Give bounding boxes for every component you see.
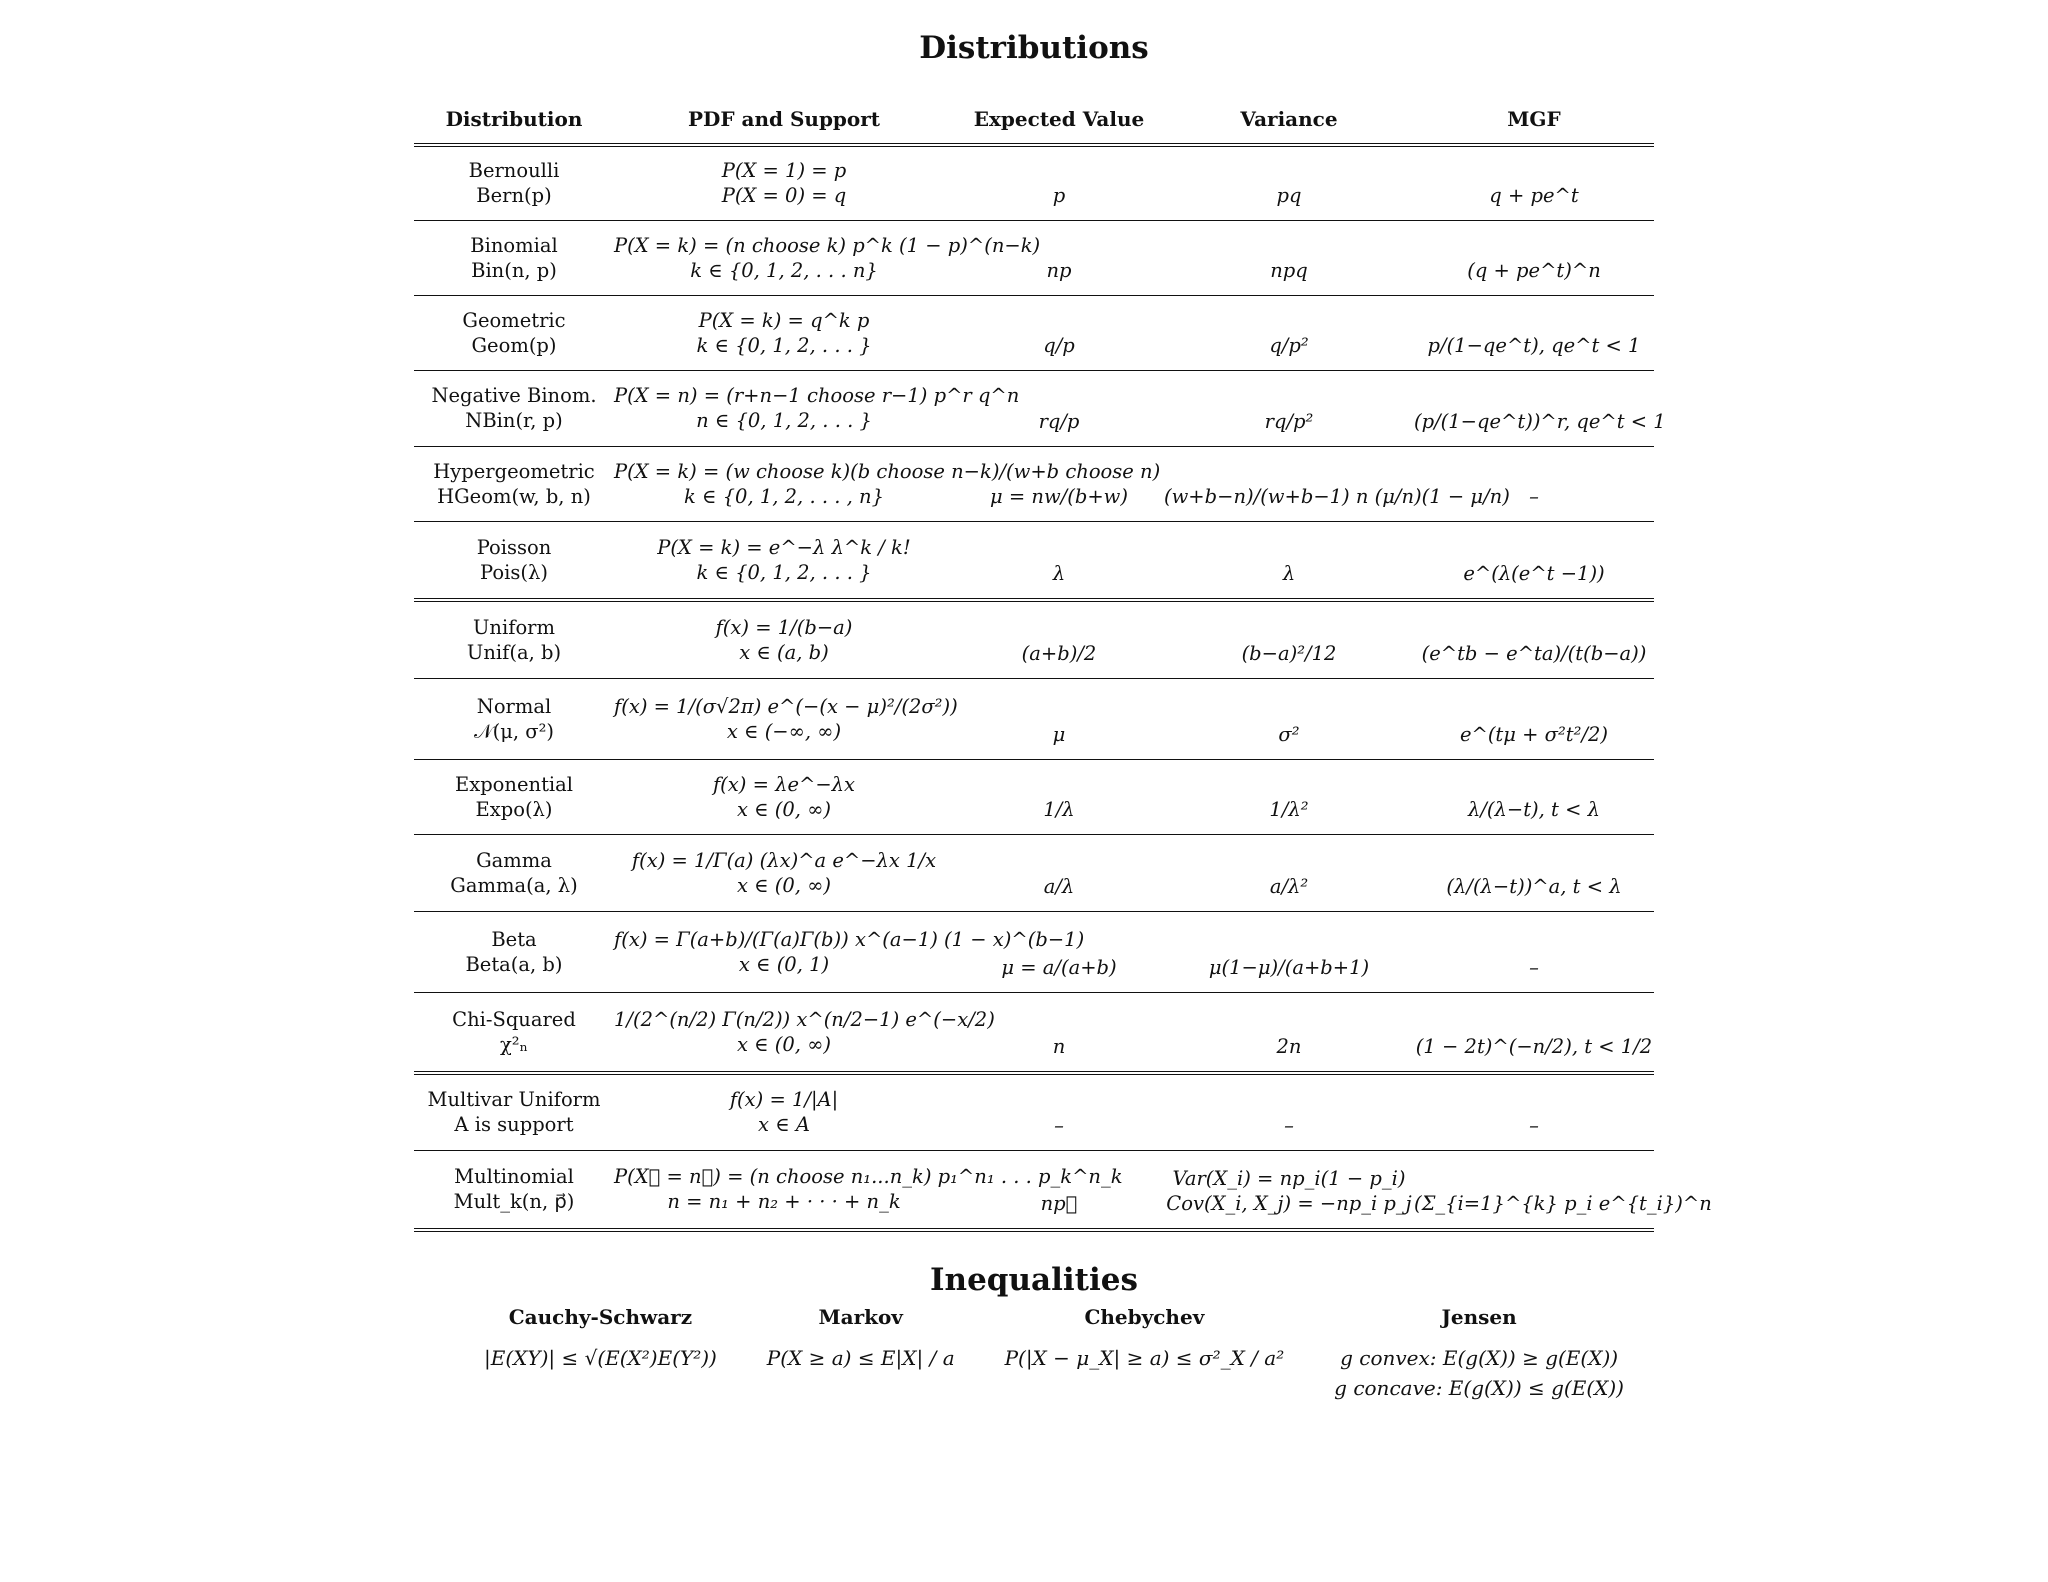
expected-value-cell: [954, 220, 1164, 295]
inequality-expression: g convex: E(g(X)) ≥ g(E(X)): [1340, 1346, 1619, 1370]
inequality-name: Cauchy-Schwarz: [508, 1305, 693, 1329]
pdf-formula: 1/(2^(n/2) Γ(n/2)) x^(n/2−1) e^(−x/2): [614, 1007, 995, 1031]
expected-value-cell: [954, 1150, 1164, 1230]
distribution-notation: Bin(n, p): [471, 258, 557, 282]
expected-value: μ = nw/(b+w): [990, 484, 1128, 508]
distribution-notation: Geom(p): [471, 333, 557, 357]
mgf-value: –: [1529, 1113, 1539, 1137]
distribution-cell: [414, 370, 614, 446]
distribution-notation: Expo(λ): [475, 797, 553, 821]
variance-cell: [1164, 1150, 1414, 1230]
inequality-item: [1334, 1305, 1624, 1403]
inequalities-row: [484, 1305, 1624, 1403]
variance-value: 1/λ²: [1269, 797, 1309, 821]
distribution-cell: [414, 145, 614, 220]
pdf-cell: [614, 1073, 954, 1150]
mgf-cell: [1414, 834, 1654, 911]
distribution-cell: [414, 992, 614, 1073]
pdf-cell: [614, 370, 1020, 446]
mgf-value: (e^tb − e^ta)/(t(b−a)): [1421, 641, 1647, 665]
inequality-name: Jensen: [1441, 1305, 1517, 1329]
distribution-name: Uniform: [473, 615, 555, 639]
variance-value: Var(X_i) = np_i(1 − p_i): [1172, 1167, 1406, 1190]
expected-value: λ: [1052, 562, 1066, 585]
variance-cell: [1164, 220, 1414, 295]
distribution-cell: [414, 759, 614, 834]
pdf-cell: [614, 678, 958, 759]
inequality-item: [484, 1305, 717, 1403]
support-formula: n = n₁ + n₂ + · · · + n_k: [667, 1190, 901, 1214]
mgf-cell: [1414, 759, 1654, 834]
distribution-name: Multinomial: [454, 1165, 574, 1189]
expected-value-cell: [954, 1073, 1164, 1150]
support-formula: x ∈ (a, b): [739, 640, 829, 664]
expected-value-cell: [954, 600, 1164, 678]
distribution-name: Exponential: [454, 772, 574, 796]
distribution-notation: χ²ₙ: [499, 1032, 529, 1056]
header-expected-value: Expected Value: [973, 107, 1145, 131]
variance-value: 2n: [1276, 1035, 1302, 1058]
pdf-cell: [614, 600, 954, 678]
covariance-value: Cov(X_i, X_j) = −np_i p_j: [1166, 1192, 1412, 1215]
expected-value: np⃗: [1040, 1192, 1078, 1215]
mgf-value: (1 − 2t)^(−n/2), t < 1/2: [1415, 1035, 1653, 1058]
mgf-cell: [1414, 145, 1654, 220]
distribution-notation: Beta(a, b): [465, 952, 563, 976]
support-formula: n ∈ {0, 1, 2, . . . }: [696, 409, 872, 432]
mgf-value: (p/(1−qe^t))^r, qe^t < 1: [1414, 409, 1666, 433]
mgf-cell: [1414, 992, 1654, 1073]
distribution-notation: 𝒩(μ, σ²): [473, 719, 555, 743]
table-row: [414, 600, 1654, 678]
pdf-cell: [614, 295, 954, 370]
distributions-table: [414, 95, 1712, 1232]
expected-value: a/λ: [1043, 874, 1075, 898]
distribution-name: Multivar Uniform: [427, 1088, 601, 1112]
variance-cell: [1164, 759, 1414, 834]
support-formula: x ∈ (0, 1): [738, 952, 830, 976]
mgf-value: λ/(λ−t), t < λ: [1467, 797, 1600, 821]
table-row: [414, 834, 1654, 911]
pdf-cell: [614, 992, 995, 1073]
expected-value-cell: [954, 521, 1164, 600]
mgf-value: (Σ_{i=1}^{k} p_i e^{t_i})^n: [1414, 1192, 1712, 1215]
distribution-notation: A is support: [454, 1113, 574, 1137]
table-header-row: [414, 95, 1654, 145]
variance-value: pq: [1276, 183, 1302, 207]
distribution-name: Binomial: [470, 233, 558, 257]
page-title: Distributions: [919, 30, 1149, 66]
distribution-notation: NBin(r, p): [465, 409, 563, 432]
variance-cell: [1164, 678, 1414, 759]
mgf-cell: [1414, 678, 1654, 759]
table-row: [414, 446, 1654, 521]
variance-cell: [1164, 600, 1414, 678]
support-formula: x ∈ (0, ∞): [736, 797, 832, 821]
expected-value: np: [1046, 258, 1072, 282]
pdf-formula: f(x) = Γ(a+b)/(Γ(a)Γ(b)) x^(a−1) (1 − x)^(b−1): [614, 927, 1085, 951]
distribution-notation: Pois(λ): [480, 560, 548, 584]
variance-cell: [1164, 834, 1414, 911]
variance-value: μ(1−μ)/(a+b+1): [1208, 955, 1370, 979]
expected-value: p: [1052, 183, 1066, 207]
variance-value: npq: [1270, 258, 1308, 282]
table-row: [414, 992, 1654, 1073]
distribution-cell: [414, 446, 614, 521]
expected-value: μ = a/(a+b): [1001, 955, 1117, 979]
inequality-item: [767, 1305, 955, 1403]
variance-value: q/p²: [1269, 333, 1309, 357]
mgf-cell: [1414, 1073, 1654, 1150]
variance-cell: [1164, 521, 1414, 600]
variance-cell: [1164, 370, 1414, 446]
pdf-formula: P(X = n) = (r+n−1 choose r−1) p^r q^n: [614, 384, 1020, 407]
table-row: [414, 370, 1654, 446]
mgf-value: –: [1529, 484, 1539, 508]
support-formula: x ∈ A: [758, 1113, 810, 1137]
expected-value-cell: [954, 911, 1164, 992]
expected-value: –: [1054, 1113, 1064, 1137]
distribution-name: Normal: [476, 694, 552, 718]
expected-value-cell: [954, 370, 1164, 446]
table-body: [414, 145, 1712, 1230]
table-row: [414, 521, 1654, 600]
distribution-cell: [414, 220, 614, 295]
variance-cell: [1164, 911, 1414, 992]
variance-cell: [1164, 295, 1414, 370]
support-formula: k ∈ {0, 1, 2, . . . , n}: [683, 484, 885, 508]
inequality-expression: |E(XY)| ≤ √(E(X²)E(Y²)): [484, 1346, 717, 1370]
distribution-notation: Unif(a, b): [466, 640, 562, 664]
mgf-value: e^(tμ + σ²t²/2): [1459, 722, 1609, 746]
pdf-formula: f(x) = 1/(b−a): [715, 615, 853, 639]
mgf-cell: [1414, 295, 1654, 370]
distribution-cell: [414, 678, 614, 759]
variance-cell: [1164, 1073, 1414, 1150]
distribution-name: Chi-Squared: [452, 1007, 576, 1031]
mgf-cell: [1414, 1150, 1712, 1230]
inequality-expression: P(X ≥ a) ≤ E|X| / a: [766, 1346, 955, 1370]
mgf-cell: [1414, 911, 1654, 992]
distribution-name: Negative Binom.: [431, 384, 597, 407]
distribution-name: Beta: [491, 927, 537, 951]
inequalities-title: Inequalities: [930, 1262, 1138, 1298]
mgf-cell: [1414, 446, 1654, 521]
table-row: [414, 295, 1654, 370]
inequality-name: Markov: [818, 1305, 903, 1329]
pdf-formula: P(X = k) = (n choose k) p^k (1 − p)^(n−k): [614, 233, 1041, 257]
distribution-cell: [414, 911, 614, 992]
variance-value: rq/p²: [1264, 409, 1314, 433]
support-formula: x ∈ (−∞, ∞): [726, 719, 842, 743]
distribution-name: Hypergeometric: [433, 459, 595, 483]
mgf-value: –: [1529, 955, 1539, 979]
table-row: [414, 759, 1654, 834]
pdf-formula: f(x) = 1/Γ(a) (λx)^a e^−λx 1/x: [631, 848, 937, 872]
expected-value-cell: [954, 295, 1164, 370]
expected-value-cell: [954, 145, 1164, 220]
header-distribution: Distribution: [445, 107, 583, 131]
mgf-value: (q + pe^t)^n: [1467, 258, 1601, 282]
variance-cell: [1164, 446, 1510, 521]
expected-value-cell: [954, 759, 1164, 834]
pdf-cell: [614, 759, 954, 834]
support-formula: k ∈ {0, 1, 2, . . . }: [696, 333, 872, 357]
expected-value-cell: [954, 992, 1164, 1073]
variance-value: σ²: [1278, 722, 1300, 746]
support-formula: P(X = 0) = q: [721, 184, 847, 208]
distribution-notation: Mult_k(n, p⃗): [453, 1190, 575, 1214]
variance-cell: [1164, 992, 1414, 1073]
table-row: [414, 678, 1654, 759]
pdf-formula: f(x) = 1/(σ√2π) e^(−(x − μ)²/(2σ²)): [614, 694, 958, 718]
distribution-name: Gamma: [476, 848, 552, 872]
mgf-value: (λ/(λ−t))^a, t < λ: [1446, 874, 1622, 898]
distribution-cell: [414, 1073, 614, 1150]
expected-value: (a+b)/2: [1021, 641, 1097, 665]
pdf-cell: [614, 145, 954, 220]
distribution-cell: [414, 521, 614, 600]
expected-value: q/p: [1043, 333, 1075, 357]
pdf-formula: P(X = k) = e^−λ λ^k / k!: [657, 535, 911, 559]
header-pdf-support: PDF and Support: [687, 107, 881, 131]
support-formula: x ∈ (0, ∞): [736, 1032, 832, 1056]
expected-value: n: [1052, 1035, 1066, 1058]
variance-value: (w+b−n)/(w+b−1) n (μ/n)(1 − μ/n): [1164, 484, 1510, 508]
pdf-formula: P(X = k) = (w choose k)(b choose n−k)/(w+b choose n): [614, 459, 1161, 483]
expected-value-cell: [954, 446, 1164, 521]
support-formula: k ∈ {0, 1, 2, . . . n}: [690, 258, 878, 282]
variance-cell: [1164, 145, 1414, 220]
distribution-notation: Bern(p): [476, 184, 552, 208]
mgf-cell: [1414, 600, 1654, 678]
pdf-cell: [614, 220, 1041, 295]
distribution-cell: [414, 1150, 614, 1230]
mgf-value: q + pe^t: [1489, 183, 1579, 207]
support-formula: k ∈ {0, 1, 2, . . . }: [696, 560, 872, 584]
variance-value: (b−a)²/12: [1241, 641, 1337, 665]
mgf-value: e^(λ(e^t −1)): [1463, 562, 1605, 585]
table-row: [414, 145, 1654, 220]
variance-value: –: [1284, 1113, 1294, 1137]
header-variance: Variance: [1240, 107, 1338, 131]
distribution-cell: [414, 295, 614, 370]
expected-value-cell: [954, 834, 1164, 911]
pdf-cell: [614, 834, 954, 911]
table-row: [414, 1073, 1654, 1150]
mgf-value: p/(1−qe^t), qe^t < 1: [1427, 333, 1641, 357]
distribution-name: Bernoulli: [468, 159, 560, 183]
pdf-formula: P(X = k) = q^k p: [698, 308, 870, 332]
support-formula: x ∈ (0, ∞): [736, 873, 832, 897]
pdf-formula: f(x) = λe^−λx: [712, 772, 856, 796]
table-row: [414, 911, 1654, 992]
table-row: [414, 220, 1654, 295]
expected-value-cell: [954, 678, 1164, 759]
variance-value: a/λ²: [1269, 874, 1309, 898]
inequality-name: Chebychev: [1084, 1305, 1205, 1329]
variance-value: λ: [1282, 562, 1296, 585]
pdf-formula: f(x) = 1/|A|: [729, 1088, 839, 1112]
distribution-cell: [414, 600, 614, 678]
inequality-expression-second: g concave: E(g(X)) ≤ g(E(X)): [1334, 1376, 1624, 1400]
mgf-cell: [1414, 220, 1654, 295]
mgf-cell: [1414, 521, 1654, 600]
distribution-cell: [414, 834, 614, 911]
distribution-name: Geometric: [462, 308, 566, 332]
header-mgf: MGF: [1507, 107, 1561, 131]
distribution-name: Poisson: [476, 535, 552, 559]
distribution-notation: HGeom(w, b, n): [437, 484, 591, 508]
pdf-cell: [614, 521, 954, 600]
expected-value: μ: [1052, 722, 1066, 746]
inequality-item: [1005, 1305, 1285, 1403]
pdf-formula: P(X = 1) = p: [721, 159, 847, 183]
distribution-notation: Gamma(a, λ): [450, 873, 578, 897]
expected-value: rq/p: [1038, 409, 1080, 433]
expected-value: 1/λ: [1043, 797, 1075, 821]
mgf-cell: [1414, 370, 1666, 446]
inequality-expression: P(|X − μ_X| ≥ a) ≤ σ²_X / a²: [1004, 1346, 1285, 1370]
table-row: [414, 1150, 1654, 1230]
pdf-formula: P(X⃗ = n⃗) = (n choose n₁...n_k) p₁^n₁ . . . p_k^n_k: [614, 1165, 1123, 1189]
